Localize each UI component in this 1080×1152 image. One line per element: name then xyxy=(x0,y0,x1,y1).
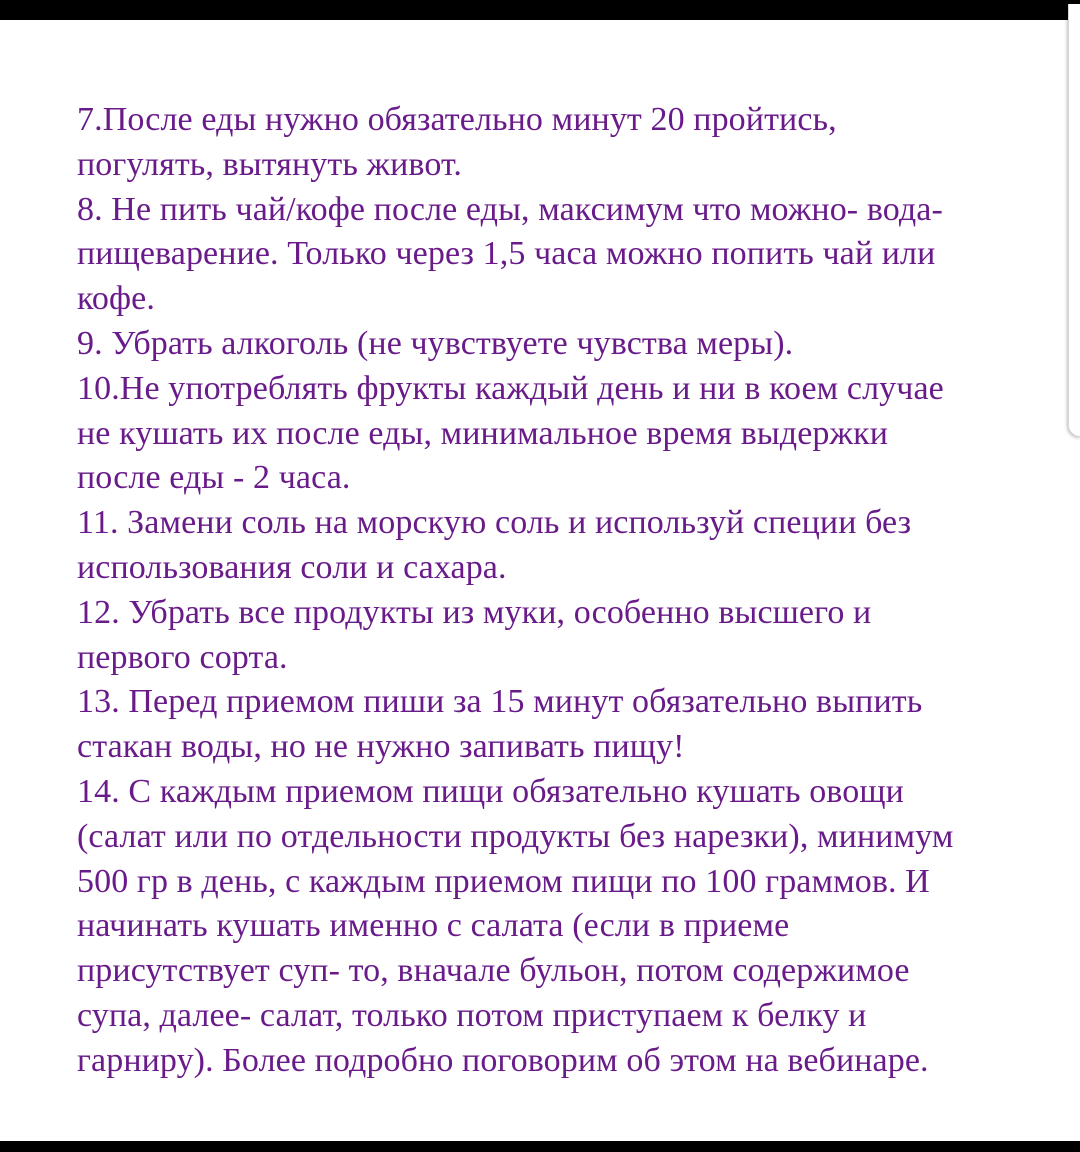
text-line: 13. Перед приемом пиши за 15 минут обязательно выпить xyxy=(77,683,923,721)
text-line: пищеварение. Только через 1,5 часа можно попить чай или xyxy=(77,235,936,273)
text-line: погулять, вытянуть живот. xyxy=(77,145,462,183)
text-line: не кушать их после еды, минимальное время выдержки xyxy=(77,414,888,452)
text-line: 12. Убрать все продукты из муки, особенно высшего и xyxy=(77,593,872,631)
text-line: 11. Замени соль на морскую соль и используй специи без xyxy=(77,504,912,542)
text-line: 9. Убрать алкоголь (не чувствуете чувства меры). xyxy=(77,324,794,362)
navigation-bar xyxy=(0,1141,1080,1152)
text-line: кофе. xyxy=(77,280,155,318)
text-line: стакан воды, но не нужно запивать пищу! xyxy=(77,728,685,766)
document-text xyxy=(77,98,1062,1084)
text-line: использования соли и сахара. xyxy=(77,548,507,586)
text-line: 7.После еды нужно обязательно минут 20 пройтись, xyxy=(77,101,837,138)
text-line: первого сорта. xyxy=(77,638,288,676)
text-line: 14. С каждым приемом пищи обязательно кушать овощи xyxy=(77,772,904,810)
text-line: 10.Не употреблять фрукты каждый день и ни в коем случае xyxy=(77,369,944,407)
text-line: начинать кушать именно с салата (если в приеме xyxy=(77,907,790,945)
text-line: супа, далее- салат, только потом приступаем к белку и xyxy=(77,996,867,1034)
text-line: (салат или по отдельности продукты без нарезки), минимум xyxy=(77,817,954,855)
text-line: 8. Не пить чай/кофе после еды, максимум что можно- вода- xyxy=(77,190,943,228)
status-bar xyxy=(0,0,1080,20)
text-line: гарниру). Более подробно поговорим об этом на вебинаре. xyxy=(77,1041,929,1079)
text-line: присутствует суп- то, вначале бульон, потом содержимое xyxy=(77,952,910,990)
scroll-handle[interactable] xyxy=(1068,4,1080,437)
text-line: после еды - 2 часа. xyxy=(77,459,351,497)
text-line: 500 гр в день, с каждым приемом пищи по 100 граммов. И xyxy=(77,862,930,900)
